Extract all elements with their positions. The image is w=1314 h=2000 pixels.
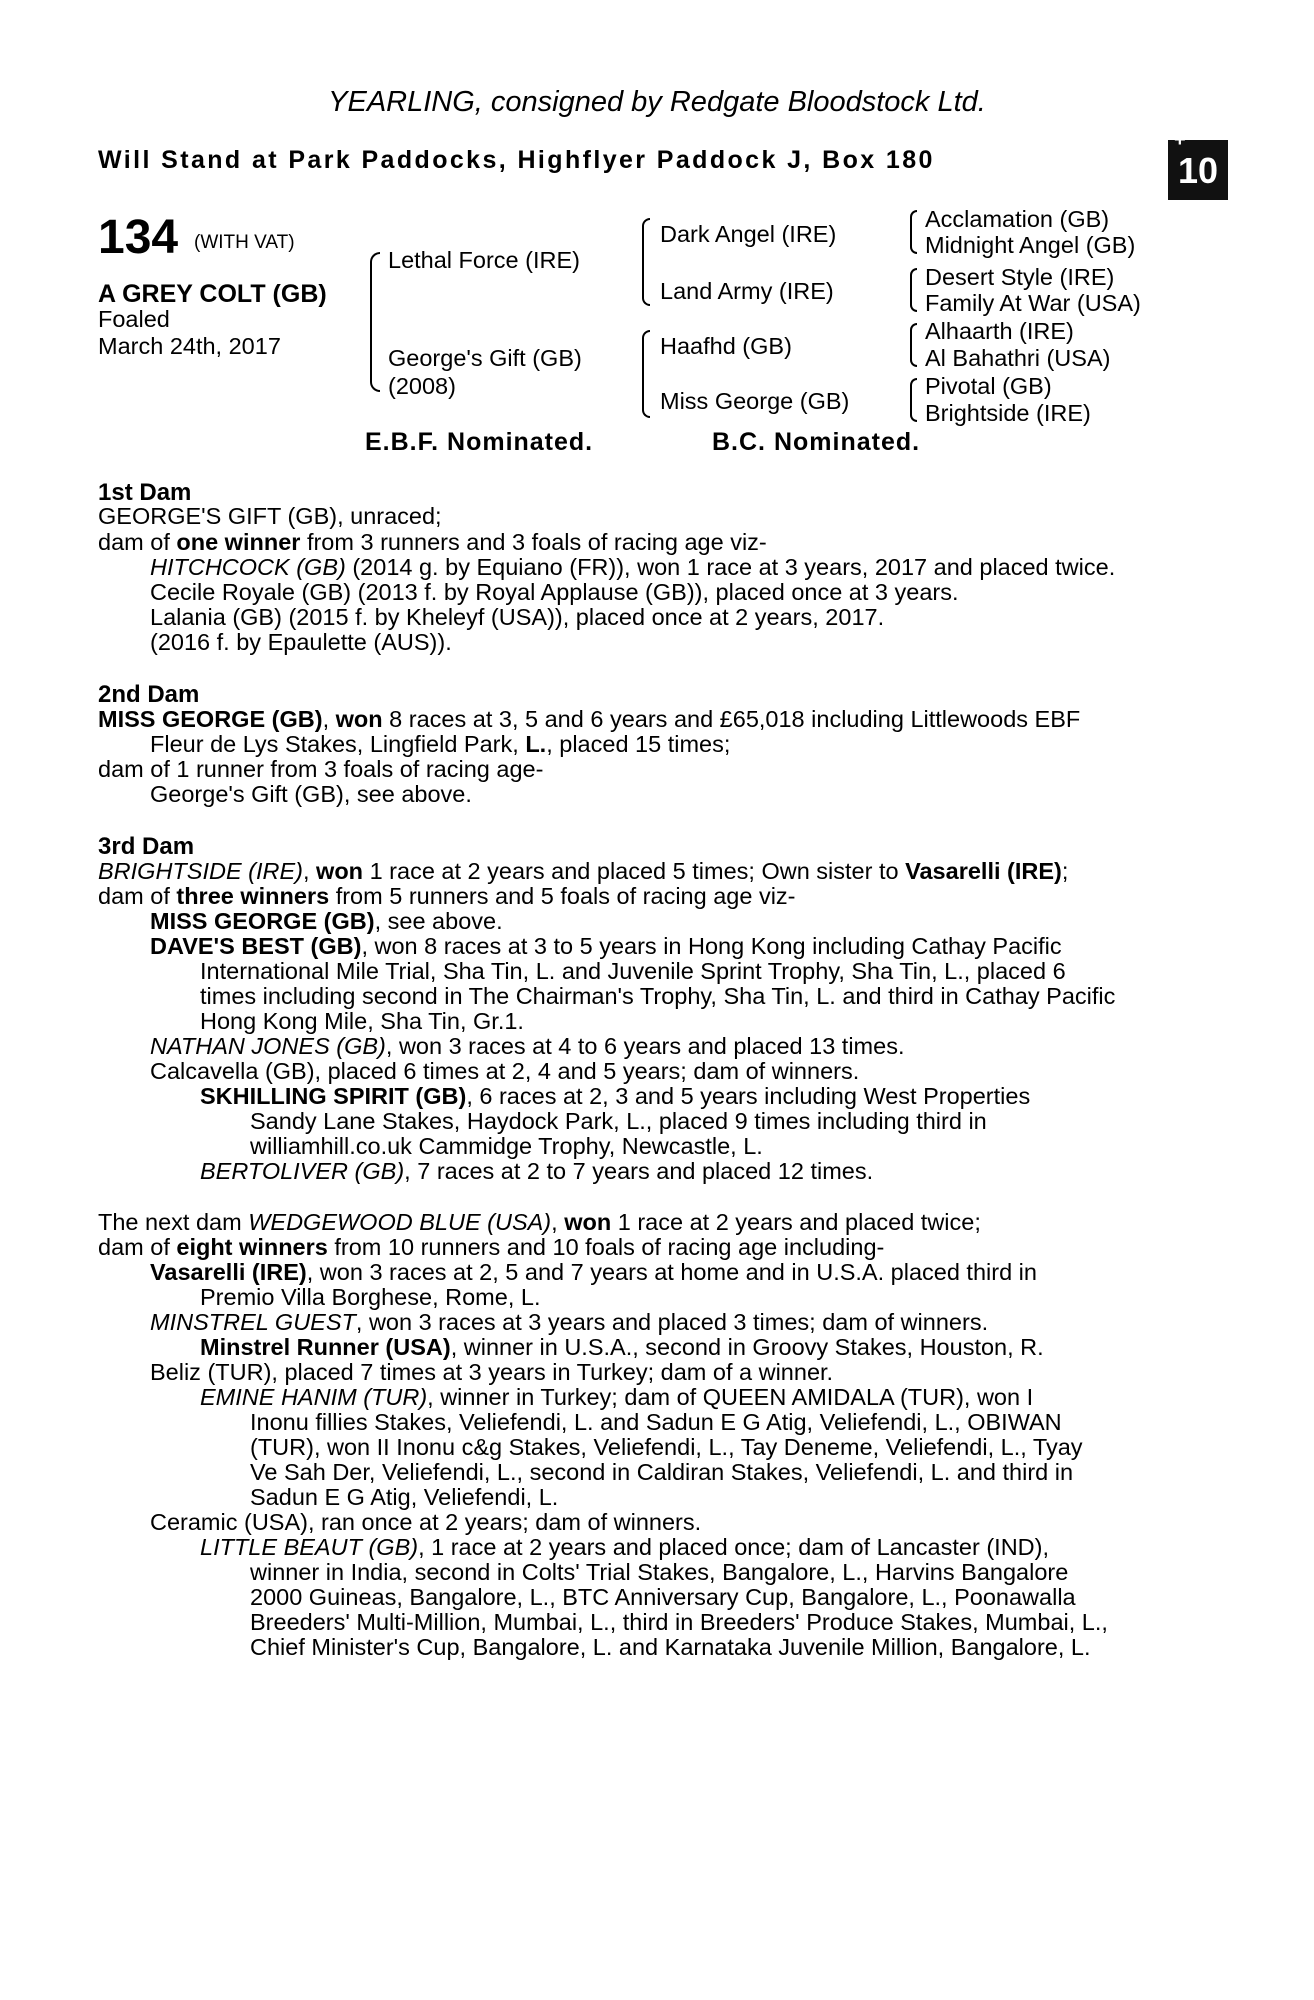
second-dam-heading: 2nd Dam [98, 681, 200, 708]
gp-dsd: Al Bahathri (USA) [925, 345, 1111, 371]
next-dam-name: The next dam WEDGEWOOD BLUE (USA), won 1 race at 2 years and placed twice; [98, 1209, 981, 1235]
lot-badge [1168, 129, 1228, 200]
progeny-nathan-jones: NATHAN JONES (GB), won 3 races at 4 to 6 years and placed 13 times. [150, 1033, 905, 1059]
first-dam-name: GEORGE'S GIFT (GB), unraced; [98, 503, 442, 529]
second-dam-progeny: George's Gift (GB), see above. [150, 781, 472, 807]
next-dam-produce: dam of eight winners from 10 runners and 10 foals of racing age including- [98, 1234, 885, 1260]
sire-dam: Land Army (IRE) [660, 278, 834, 304]
daves-line-4: Hong Kong Mile, Sha Tin, Gr.1. [200, 1008, 524, 1034]
emine-line-3: (TUR), won II Inonu c&g Stakes, Veliefendi, L., Tay Deneme, Veliefendi, L., Tyay [250, 1434, 1083, 1460]
foaled-label: Foaled [98, 306, 170, 332]
bracket-sire-top [370, 252, 380, 330]
gp-sss: Acclamation (GB) [925, 206, 1110, 232]
progeny-emine-hanim: EMINE HANIM (TUR), winner in Turkey; dam of QUEEN AMIDALA (TUR), won I [200, 1384, 1034, 1410]
badge-number: 10 [1177, 150, 1219, 191]
dam-sire: Haafhd (GB) [660, 333, 792, 359]
ebf-nomination: E.B.F. Nominated. [365, 428, 594, 456]
third-dam-produce: dam of three winners from 5 runners and 5 foals of racing age viz- [98, 883, 796, 909]
progeny-calcavella: Calcavella (GB), placed 6 times at 2, 4 and 5 years; dam of winners. [150, 1058, 860, 1084]
second-dam-produce: dam of 1 runner from 3 foals of racing age- [98, 756, 544, 782]
page-title: YEARLING, consigned by Redgate Bloodstock Ltd. [328, 86, 986, 118]
second-dam-name: MISS GEORGE (GB), won 8 races at 3, 5 and 6 years and £65,018 including Littlewoods EBF [98, 706, 1081, 732]
progeny-little-beaut: LITTLE BEAUT (GB), 1 race at 2 years and placed once; dam of Lancaster (IND), [200, 1534, 1049, 1560]
gp-ssd: Midnight Angel (GB) [925, 232, 1136, 258]
foaled-date: March 24th, 2017 [98, 333, 281, 359]
beaut-line-5: Chief Minister's Cup, Bangalore, L. and Karnataka Juvenile Million, Bangalore, L. [250, 1634, 1091, 1660]
bracket-gp1 [910, 210, 917, 254]
bracket-dam-bottom [370, 328, 380, 392]
progeny-beliz: Beliz (TUR), placed 7 times at 3 years in Turkey; dam of a winner. [150, 1359, 834, 1385]
progeny-daves-best: DAVE'S BEST (GB), won 8 races at 3 to 5 years in Hong Kong including Cathay Pacific [150, 933, 1062, 959]
dam-year: (2008) [388, 373, 456, 399]
progeny-cecile: Cecile Royale (GB) (2013 f. by Royal Applause (GB)), placed once at 3 years. [150, 579, 959, 605]
third-dam-heading: 3rd Dam [98, 833, 195, 860]
progeny-2016: (2016 f. by Epaulette (AUS)). [150, 629, 452, 655]
progeny-miss-george: MISS GEORGE (GB), see above. [150, 908, 503, 934]
first-dam-heading: 1st Dam [98, 479, 192, 506]
skhilling-line-2: Sandy Lane Stakes, Haydock Park, L., placed 9 times including third in [250, 1108, 987, 1134]
progeny-vasarelli: Vasarelli (IRE), won 3 races at 2, 5 and 7 years at home and in U.S.A. placed third in [150, 1259, 1037, 1285]
first-dam-intro: dam of one winner from 3 runners and 3 foals of racing age viz- [98, 529, 767, 555]
progeny-hitchcock: HITCHCOCK (GB) (2014 g. by Equiano (FR)), won 1 race at 3 years, 2017 and placed twice. [150, 554, 1116, 580]
emine-line-5: Sadun E G Atig, Veliefendi, L. [250, 1484, 559, 1510]
progeny-bertoliver: BERTOLIVER (GB), 7 races at 2 to 7 years and placed 12 times. [200, 1158, 874, 1184]
beaut-line-3: 2000 Guineas, Bangalore, L., BTC Anniversary Cup, Bangalore, L., Poonawalla [250, 1584, 1076, 1610]
bracket-gp3 [910, 323, 917, 367]
emine-line-2: Inonu fillies Stakes, Veliefendi, L. and Sadun E G Atig, Veliefendi, L., OBIWAN [250, 1409, 1062, 1435]
bracket-dam-parents [642, 330, 650, 418]
gp-sds: Desert Style (IRE) [925, 264, 1115, 290]
gp-sdd: Family At War (USA) [925, 290, 1141, 316]
stand-location: Will Stand at Park Paddocks, Highflyer Paddock J, Box 180 [98, 146, 935, 174]
dam: George's Gift (GB) [388, 345, 582, 371]
gp-ddd: Brightside (IRE) [925, 400, 1091, 426]
progeny-ceramic: Ceramic (USA), ran once at 2 years; dam of winners. [150, 1509, 702, 1535]
daves-line-2: International Mile Trial, Sha Tin, L. and Juvenile Sprint Trophy, Sha Tin, L., placed 6 [200, 958, 1066, 984]
bracket-gp2 [910, 268, 917, 312]
lot-description: A GREY COLT (GB) [98, 280, 327, 308]
skhilling-line-3: williamhill.co.uk Cammidge Trophy, Newcastle, L. [250, 1133, 763, 1159]
dam-dam: Miss George (GB) [660, 388, 850, 414]
sire-sire: Dark Angel (IRE) [660, 221, 837, 247]
daves-line-3: times including second in The Chairman's Trophy, Sha Tin, L. and third in Cathay Pacific [200, 983, 1116, 1009]
bracket-gp4 [910, 378, 917, 422]
lot-number: 134 [98, 211, 179, 264]
gp-dds: Pivotal (GB) [925, 373, 1052, 399]
third-dam-name: BRIGHTSIDE (IRE), won 1 race at 2 years and placed 5 times; Own sister to Vasarelli (IRE); [98, 858, 1069, 884]
emine-line-4: Ve Sah Der, Veliefendi, L., second in Caldiran Stakes, Veliefendi, L. and third in [250, 1459, 1074, 1485]
beaut-line-2: winner in India, second in Colts' Trial Stakes, Bangalore, L., Harvins Bangalore [250, 1559, 1069, 1585]
beaut-line-4: Breeders' Multi-Million, Mumbai, L., third in Breeders' Produce Stakes, Mumbai, L., [250, 1609, 1108, 1635]
bracket-sire-parents [642, 218, 650, 306]
vasarelli-line-2: Premio Villa Borghese, Rome, L. [200, 1284, 541, 1310]
progeny-minstrel-guest: MINSTREL GUEST, won 3 races at 3 years and placed 3 times; dam of winners. [150, 1309, 989, 1335]
gp-dss: Alhaarth (IRE) [925, 318, 1074, 344]
second-dam-stakes: Fleur de Lys Stakes, Lingfield Park, L., placed 15 times; [150, 731, 731, 757]
bc-nomination: B.C. Nominated. [712, 428, 921, 456]
progeny-skhilling: SKHILLING SPIRIT (GB), 6 races at 2, 3 and 5 years including West Properties [200, 1083, 1031, 1109]
progeny-lalania: Lalania (GB) (2015 f. by Kheleyf (USA)), placed once at 2 years, 2017. [150, 604, 885, 630]
vat-note: (WITH VAT) [194, 232, 295, 253]
badge-plus: + [1174, 129, 1186, 151]
sire: Lethal Force (IRE) [388, 247, 580, 273]
progeny-minstrel-runner: Minstrel Runner (USA), winner in U.S.A., second in Groovy Stakes, Houston, R. [200, 1334, 1044, 1360]
